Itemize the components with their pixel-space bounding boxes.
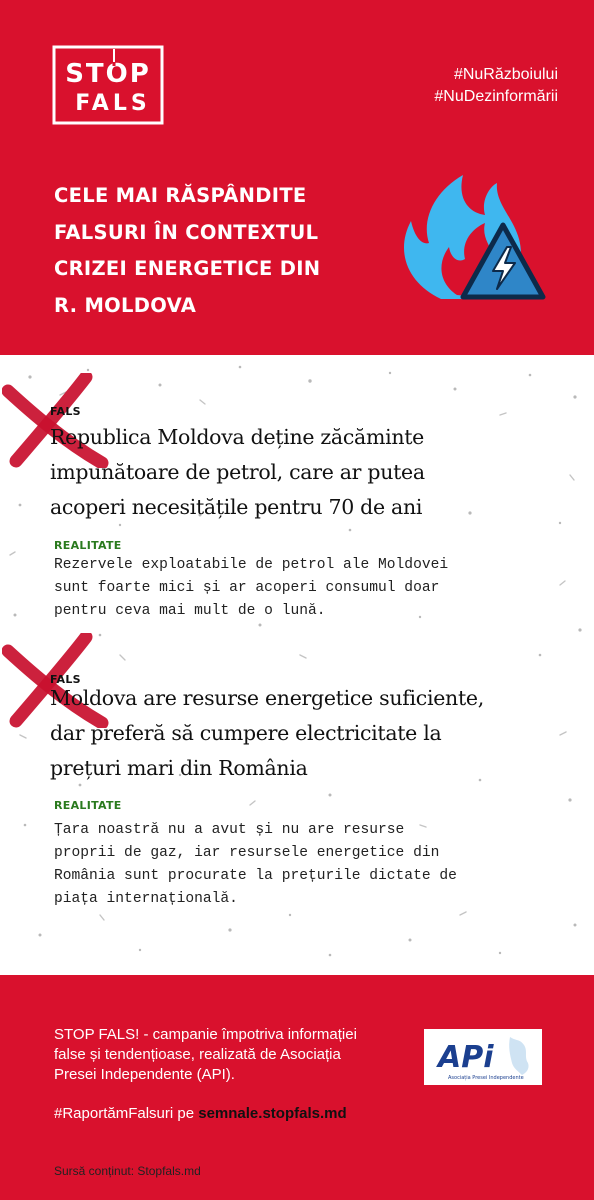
reality-text xyxy=(54,554,564,623)
logo-line-2: FALS xyxy=(75,91,151,116)
fact-line: pentru ceva mai mult de o lună. xyxy=(54,603,326,619)
logo-line-1: STOP xyxy=(65,59,151,89)
api-logo-subtitle: Asociația Presei Independente xyxy=(448,1075,524,1081)
api-logo-text: APi xyxy=(438,1040,494,1075)
stop-fals-logo xyxy=(51,44,165,126)
claim-line: acoperi necesitățile pentru 70 de ani xyxy=(50,495,423,519)
fire-electricity-warning-icon xyxy=(393,163,553,305)
claim-line: impunătoare de petrol, care ar putea xyxy=(50,460,425,484)
reality-label: REALITATE xyxy=(54,799,122,812)
report-link[interactable]: semnale.stopfals.md xyxy=(198,1105,347,1122)
campaign-line: false și tendențioase, realizată de Asociația xyxy=(54,1046,341,1063)
reality-label: REALITATE xyxy=(54,539,122,552)
fals-label: FALS xyxy=(50,405,81,418)
title-line: FALSURI ÎN CONTEXTUL xyxy=(54,220,319,244)
title-line: CELE MAI RĂSPÂNDITE xyxy=(54,184,307,207)
fact-line: sunt foarte mici și ar acoperi consumul doar xyxy=(54,580,440,596)
fact-line: piața internațională. xyxy=(54,891,238,907)
hashtag-1: #NuRăzboiului xyxy=(453,66,558,83)
claim-line: dar preferă să cumpere electricitate la xyxy=(50,721,442,745)
false-claim xyxy=(50,420,570,525)
campaign-line: Presei Independente (API). xyxy=(54,1066,235,1083)
footer-section xyxy=(0,975,594,1200)
content-section xyxy=(0,355,594,975)
api-logo-graphic xyxy=(424,1029,542,1085)
api-logo xyxy=(424,1029,542,1085)
fact-line: România sunt procurate la prețurile dictate de xyxy=(54,868,457,884)
fals-label: FALS xyxy=(50,673,81,686)
hashtags xyxy=(434,64,558,108)
claim-line: Republica Moldova deține zăcăminte xyxy=(50,425,425,449)
fact-line: Țara noastră nu a avut și nu are resurse xyxy=(54,822,405,838)
claim-line: Moldova are resurse energetice suficiente, xyxy=(50,686,484,710)
hashtag-2: #NuDezinformării xyxy=(434,88,558,105)
title-line: R. MOLDOVA xyxy=(54,293,197,317)
content-source: Sursă conținut: Stopfals.md xyxy=(54,1164,201,1178)
campaign-description xyxy=(54,1025,414,1085)
report-hashtag: #RaportămFalsuri pe xyxy=(54,1105,199,1122)
report-line xyxy=(54,1105,347,1122)
false-claim xyxy=(50,681,570,786)
page-title xyxy=(54,178,354,324)
campaign-line: STOP FALS! - campanie împotriva informației xyxy=(54,1026,357,1043)
fact-line: Rezervele exploatabile de petrol ale Moldovei xyxy=(54,557,449,573)
header-section xyxy=(0,0,594,355)
reality-text xyxy=(54,819,564,911)
fact-line: proprii de gaz, iar resursele energetice din xyxy=(54,845,440,861)
title-line: CRIZEI ENERGETICE DIN xyxy=(54,257,321,280)
claim-line: prețuri mari din România xyxy=(50,756,308,780)
